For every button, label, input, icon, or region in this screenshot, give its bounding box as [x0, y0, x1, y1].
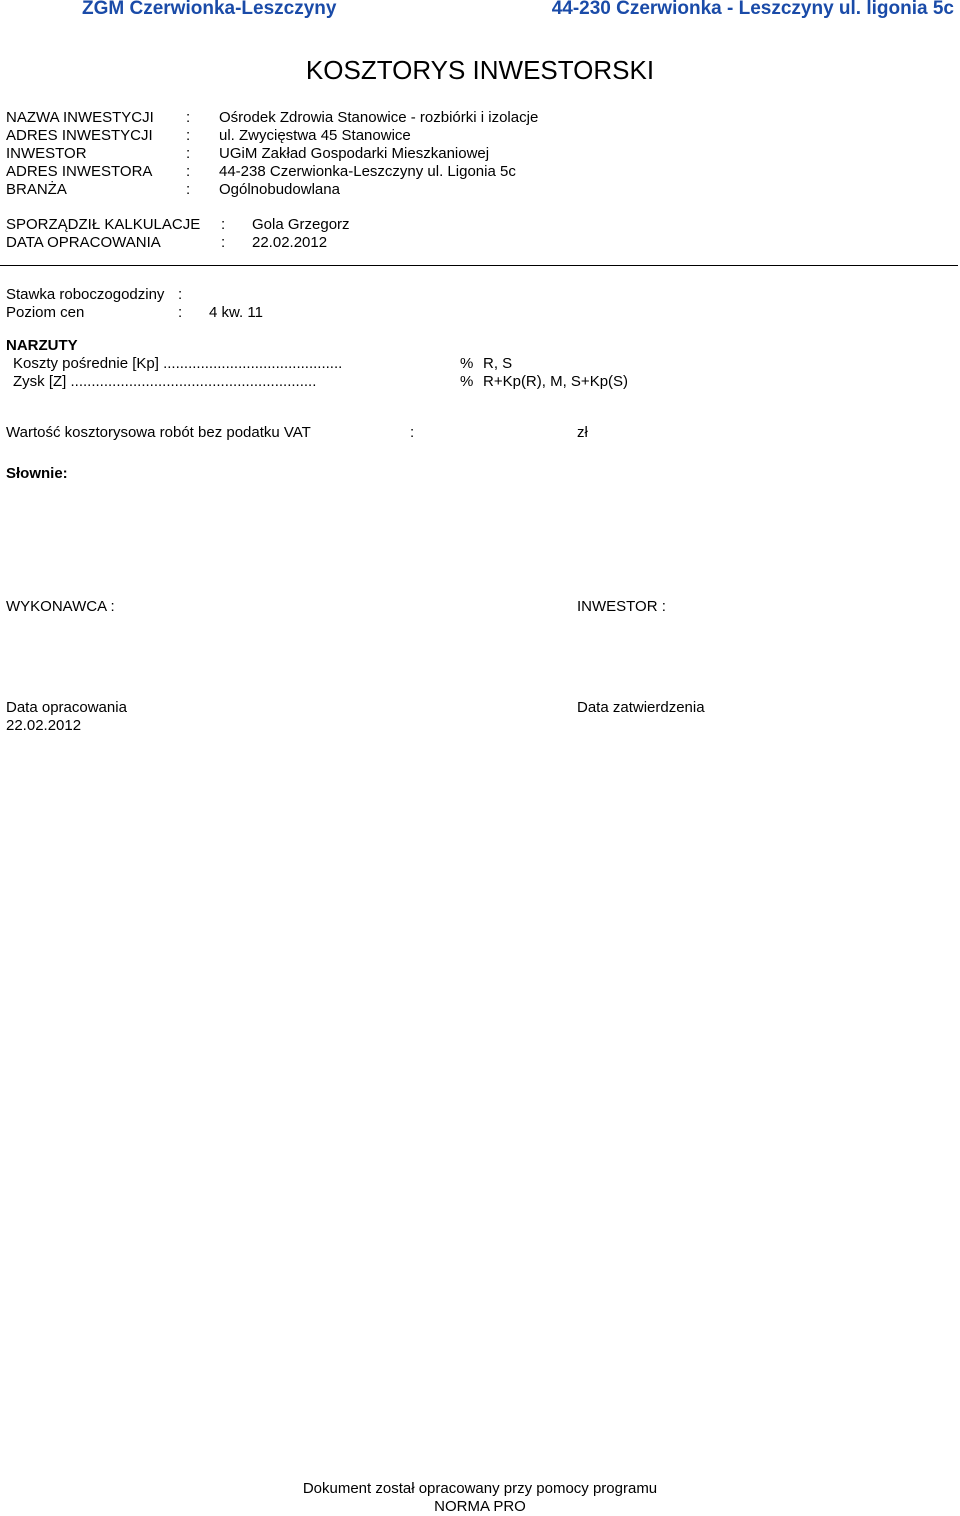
prepared-value: Gola Grzegorz [252, 216, 350, 233]
info-label-name: NAZWA INWESTYCJI [6, 109, 154, 126]
narzut-z-base: R+Kp(R), M, S+Kp(S) [483, 373, 629, 390]
investor-label: INWESTOR : [577, 598, 666, 615]
info-value-investor: UGiM Zakład Gospodarki Mieszkaniowej [219, 145, 490, 162]
price-level-label: Poziom cen [6, 304, 85, 321]
narzut-z-label: Zysk [Z] ........................................................... [13, 373, 317, 390]
narzut-kp-unit: % [460, 355, 474, 372]
info-value-branch: Ogólnobudowlana [219, 181, 340, 198]
approved-date-label: Data zatwierdzenia [577, 699, 705, 716]
footer-line-1: Dokument został opracowany przy pomocy programu [302, 1480, 658, 1497]
narzuty-heading: NARZUTY [6, 337, 78, 354]
info-colon-investor: : [186, 145, 191, 162]
prepared-colon: : [221, 216, 226, 233]
rate-label: Stawka roboczogodziny [6, 286, 165, 303]
info-value-name: Ośrodek Zdrowia Stanowice - rozbiórki i izolacje [219, 109, 539, 126]
info-value-investor-address: 44-238 Czerwionka-Leszczyny ul. Ligonia 5c [219, 163, 516, 180]
info-label-address: ADRES INWESTYCJI [6, 127, 153, 144]
info-colon-name: : [186, 109, 191, 126]
narzut-kp-base: R, S [483, 355, 513, 372]
header-address: 44-230 Czerwionka - Leszczyny ul. ligonia 5c [551, 0, 954, 19]
info-colon-address: : [186, 127, 191, 144]
prepared-label: SPORZĄDZIŁ KALKULACJE [6, 216, 201, 233]
date-label: DATA OPRACOWANIA [6, 234, 161, 251]
footer-line-2: NORMA PRO [434, 1498, 526, 1515]
info-label-investor-address: ADRES INWESTORA [6, 163, 153, 180]
header-company: ZGM Czerwionka-Leszczyny [82, 0, 337, 19]
info-value-address: ul. Zwycięstwa 45 Stanowice [219, 127, 411, 144]
info-label-branch: BRANŻA [6, 181, 67, 198]
narzut-kp-label: Koszty pośrednie [Kp] ........................................... [13, 355, 343, 372]
info-colon-investor-address: : [186, 163, 191, 180]
divider [0, 265, 958, 266]
date-colon: : [221, 234, 226, 251]
info-label-investor: INWESTOR [6, 145, 87, 162]
price-level-value: 4 kw. 11 [209, 304, 263, 321]
total-currency: zł [577, 424, 588, 441]
prepared-date-value: 22.02.2012 [6, 717, 82, 734]
price-level-colon: : [178, 304, 183, 321]
total-colon: : [410, 424, 415, 441]
rate-colon: : [178, 286, 183, 303]
info-colon-branch: : [186, 181, 191, 198]
words-label: Słownie: [6, 465, 68, 482]
page-title: KOSZTORYS INWESTORSKI [305, 55, 655, 85]
narzut-z-unit: % [460, 373, 474, 390]
prepared-date-label: Data opracowania [6, 699, 127, 716]
contractor-label: WYKONAWCA : [6, 598, 115, 615]
total-label: Wartość kosztorysowa robót bez podatku VAT [6, 424, 311, 441]
date-value: 22.02.2012 [252, 234, 328, 251]
